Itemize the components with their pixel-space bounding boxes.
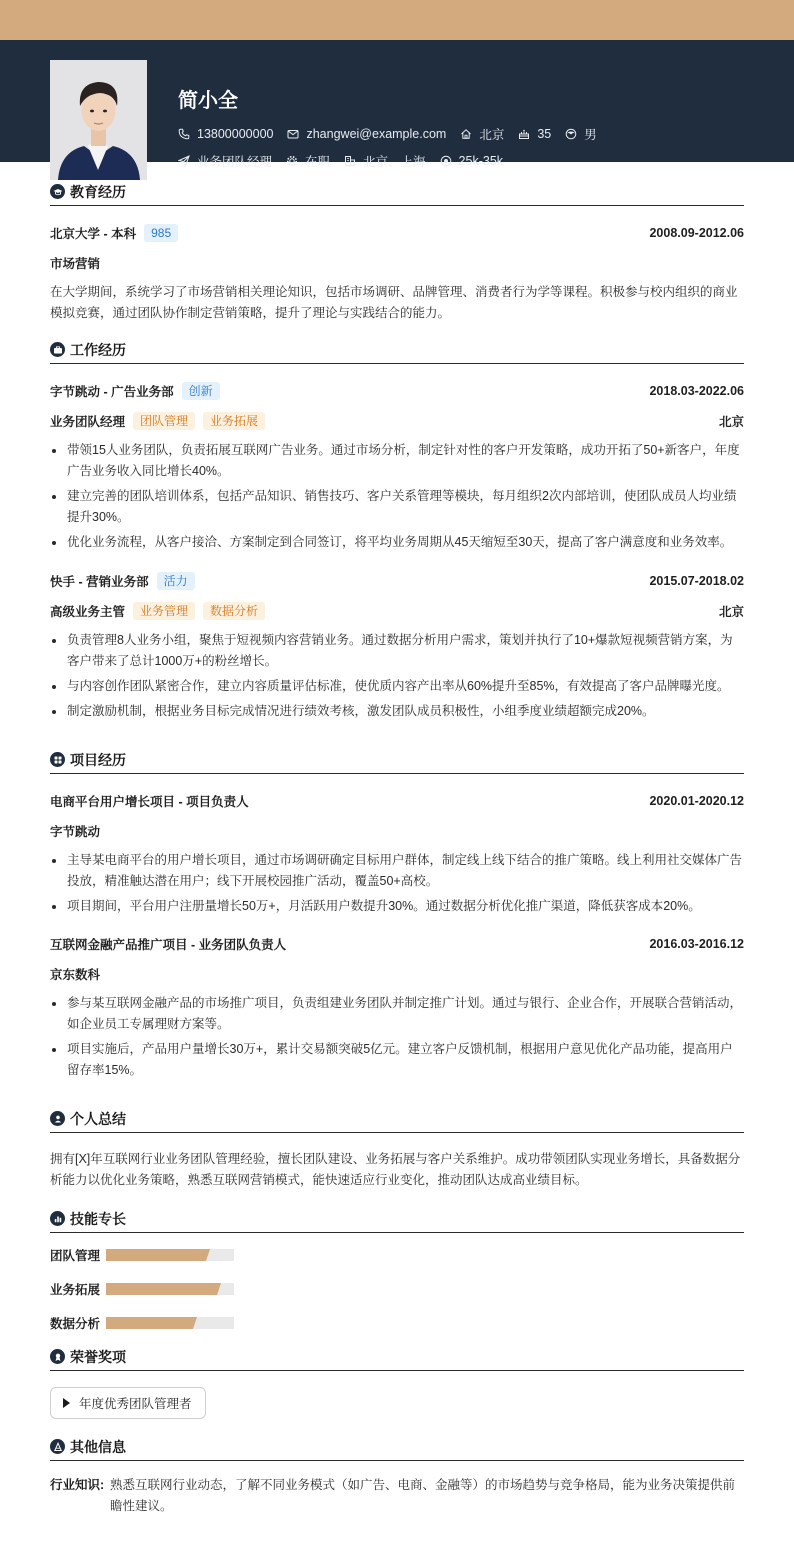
project-name: 互联网金融产品推广项目 - 业务团队负责人 bbox=[50, 938, 287, 952]
job-entry bbox=[50, 376, 744, 553]
job-role: 业务团队经理 bbox=[50, 415, 126, 429]
job-bullet: 建立完善的团队培训体系，包括产品知识、销售技巧、客户关系管理等模块，每月组织2次内部培训，使团队成员人均业绩提升30%。 bbox=[50, 486, 744, 528]
job-city: 北京 bbox=[718, 605, 744, 619]
skill-bar bbox=[106, 1317, 234, 1329]
salary-icon bbox=[440, 155, 452, 167]
job-bullet: 制定激励机制，根据业务目标完成情况进行绩效考核，激发团队成员积极性，小组季度业绩超额完成20%。 bbox=[50, 701, 744, 722]
project-org-row bbox=[50, 959, 744, 989]
hometown-text: 北京 bbox=[479, 128, 505, 142]
job-bullet: 优化业务流程，从客户接洽、方案制定到合同签订，将平均业务周期从45天缩短至30天，提高了客户满意度和业务效率。 bbox=[50, 532, 744, 553]
project-org-row bbox=[50, 816, 744, 846]
other-title bbox=[50, 1433, 744, 1461]
gender-icon bbox=[565, 128, 577, 140]
contact-row bbox=[178, 125, 611, 143]
job-role-row bbox=[50, 596, 744, 626]
skills-title-text: 技能专长 bbox=[70, 1210, 126, 1227]
candidate-name: 简小全 bbox=[178, 90, 238, 112]
send-icon bbox=[178, 155, 190, 167]
project-title bbox=[50, 746, 744, 774]
gender-text: 男 bbox=[584, 128, 597, 142]
job-company: 字节跳动 - 广告业务部 bbox=[50, 385, 174, 399]
project-name-row bbox=[50, 929, 744, 959]
cake-icon bbox=[518, 128, 530, 140]
status-text: 在职 bbox=[305, 155, 331, 169]
info-icon bbox=[50, 1439, 65, 1454]
target-job-info bbox=[178, 152, 272, 170]
job-bullet: 负责管理8人业务小组，聚焦于短视频内容营销业务。通过数据分析用户需求，策划并执行了10+爆款短视频营销方案，为客户带来了总计1000万+的粉丝增长。 bbox=[50, 630, 744, 672]
medal-icon bbox=[50, 1349, 65, 1364]
project-bullets bbox=[50, 850, 744, 917]
skill-bar bbox=[106, 1249, 234, 1261]
project-grid-icon bbox=[50, 752, 65, 767]
education-description: 在大学期间，系统学习了市场营销相关理论知识，包括市场调研、品牌管理、消费者行为学等课程。积极参与校内组织的商业模拟竞赛，通过团队协作制定营销策略，提升了理论与实践结合的能力。 bbox=[50, 285, 738, 320]
hometown-info bbox=[460, 125, 504, 143]
job-period: 2015.07-2018.02 bbox=[649, 574, 744, 588]
other-text: 熟悉互联网行业动态，了解不同业务模式（如广告、电商、金融等）的市场趋势与竞争格局，能为业务决策提供前瞻性建议。 bbox=[110, 1478, 736, 1513]
phone-info bbox=[178, 127, 273, 141]
project-org: 字节跳动 bbox=[50, 825, 101, 839]
job-company-row bbox=[50, 376, 744, 406]
skill-bar-fill bbox=[106, 1249, 206, 1261]
age-text: 35 bbox=[537, 127, 552, 141]
job-company: 快手 - 营销业务部 bbox=[50, 575, 149, 589]
project-name: 电商平台用户增长项目 - 项目负责人 bbox=[50, 795, 249, 809]
job-company-tag: 创新 bbox=[182, 382, 220, 400]
graduation-cap-icon bbox=[50, 184, 65, 199]
project-org: 京东数科 bbox=[50, 968, 101, 982]
age-info bbox=[518, 127, 551, 141]
skills-section bbox=[50, 1205, 744, 1347]
summary-title bbox=[50, 1105, 744, 1133]
project-period: 2016.03-2016.12 bbox=[649, 937, 744, 951]
skills-title bbox=[50, 1205, 744, 1233]
project-period: 2020.01-2020.12 bbox=[649, 794, 744, 808]
job-role: 高级业务主管 bbox=[50, 605, 126, 619]
job-intent-row bbox=[178, 152, 517, 170]
user-icon bbox=[50, 1111, 65, 1126]
salary-text: 25k-35k bbox=[458, 154, 504, 168]
school-name: 北京大学 - 本科 bbox=[50, 227, 137, 241]
job-role-tag: 业务拓展 bbox=[203, 412, 265, 430]
education-section bbox=[50, 178, 744, 324]
job-bullet: 与内容创作团队紧密合作，建立内容质量评估标准，使优质内容产出率从60%提升至85%，有效提高了客户品牌曝光度。 bbox=[50, 676, 744, 697]
award-text: 年度优秀团队管理者 bbox=[79, 1397, 192, 1411]
status-gear-icon bbox=[286, 155, 298, 167]
resume-content bbox=[50, 178, 744, 1517]
target-city-info bbox=[344, 152, 426, 170]
skill-bar bbox=[106, 1283, 234, 1295]
skill-name: 业务拓展 bbox=[50, 1283, 101, 1297]
status-info bbox=[286, 152, 330, 170]
job-entry bbox=[50, 566, 744, 722]
skill-item bbox=[50, 1245, 403, 1265]
job-company-row bbox=[50, 566, 744, 596]
project-section bbox=[50, 746, 744, 1081]
education-title bbox=[50, 178, 744, 206]
target-city-text: 北京、上海 bbox=[363, 155, 426, 169]
education-school-row bbox=[50, 218, 744, 248]
home-icon bbox=[460, 128, 472, 140]
school-tag: 985 bbox=[144, 224, 178, 242]
job-role-tag: 团队管理 bbox=[133, 412, 195, 430]
project-entry bbox=[50, 929, 744, 1081]
email-info bbox=[287, 127, 446, 141]
work-title-text: 工作经历 bbox=[70, 341, 126, 358]
awards-section bbox=[50, 1343, 744, 1419]
project-bullet: 主导某电商平台的用户增长项目，通过市场调研确定目标用户群体，制定线上线下结合的推广策略。线上利用社交媒体广告投放，精准触达潜在用户；线下开展校园推广活动，覆盖50+高校。 bbox=[50, 850, 744, 892]
project-bullet: 项目实施后，产品用户量增长30万+，累计交易额突破5亿元。建立客户反馈机制，根据用户意见优化产品功能，提高用户留存率15%。 bbox=[50, 1039, 744, 1081]
briefcase-icon bbox=[50, 342, 65, 357]
skill-bar-fill bbox=[106, 1283, 217, 1295]
other-title-text: 其他信息 bbox=[70, 1438, 126, 1455]
award-item[interactable] bbox=[50, 1387, 206, 1419]
resume-header bbox=[0, 40, 794, 169]
job-role-row bbox=[50, 406, 744, 436]
job-role-tag: 业务管理 bbox=[133, 602, 195, 620]
chart-icon bbox=[50, 1211, 65, 1226]
job-role-tag: 数据分析 bbox=[203, 602, 265, 620]
top-accent-bar bbox=[0, 0, 794, 40]
education-major-row bbox=[50, 248, 744, 278]
project-bullet: 参与某互联网金融产品的市场推广项目，负责组建业务团队并制定推广计划。通过与银行、企业合作，开展联合营销活动，如企业员工专属理财方案等。 bbox=[50, 993, 744, 1035]
email-text: zhangwei@example.com bbox=[306, 127, 447, 141]
project-title-text: 项目经历 bbox=[70, 751, 126, 768]
building-icon bbox=[344, 155, 356, 167]
job-bullets bbox=[50, 440, 744, 553]
summary-text: 拥有[X]年互联网行业业务团队管理经验，擅长团队建设、业务拓展与客户关系维护。成功带领团队实现业务增长，具备数据分析能力以优化业务策略，熟悉互联网营销模式，能快速适应行业变化，推动团队达成高业绩目标。 bbox=[50, 1152, 741, 1187]
skill-name: 团队管理 bbox=[50, 1249, 101, 1263]
summary-title-text: 个人总结 bbox=[70, 1110, 126, 1127]
project-name-row bbox=[50, 786, 744, 816]
major-name: 市场营销 bbox=[50, 257, 101, 271]
portrait-image bbox=[50, 60, 147, 180]
salary-info bbox=[440, 154, 503, 168]
job-company-tag: 活力 bbox=[157, 572, 195, 590]
awards-title bbox=[50, 1343, 744, 1371]
job-period: 2018.03-2022.06 bbox=[649, 384, 744, 398]
project-bullets bbox=[50, 993, 744, 1081]
profile-photo bbox=[50, 60, 147, 180]
job-city: 北京 bbox=[718, 415, 744, 429]
job-bullet: 带领15人业务团队，负责拓展互联网广告业务。通过市场分析，制定针对性的客户开发策略，成功开拓了50+新客户，年度广告业务收入同比增长40%。 bbox=[50, 440, 744, 482]
education-title-text: 教育经历 bbox=[70, 183, 126, 200]
caret-right-icon bbox=[63, 1398, 70, 1408]
target-job-text: 业务团队经理 bbox=[197, 155, 273, 169]
other-info-row bbox=[50, 1461, 744, 1517]
phone-text: 13800000000 bbox=[197, 127, 274, 141]
skill-name: 数据分析 bbox=[50, 1317, 101, 1331]
awards-title-text: 荣誉奖项 bbox=[70, 1348, 126, 1365]
other-label: 行业知识: bbox=[50, 1478, 105, 1492]
project-entry bbox=[50, 786, 744, 917]
skill-item bbox=[50, 1279, 403, 1299]
other-section bbox=[50, 1433, 744, 1517]
mail-icon bbox=[287, 128, 299, 140]
education-period: 2008.09-2012.06 bbox=[649, 226, 744, 240]
summary-section bbox=[50, 1105, 744, 1191]
work-section bbox=[50, 336, 744, 722]
phone-icon bbox=[178, 128, 190, 140]
skill-bar-fill bbox=[106, 1317, 193, 1329]
skills-list bbox=[50, 1233, 744, 1347]
gender-info bbox=[565, 125, 597, 143]
job-bullets bbox=[50, 630, 744, 722]
project-bullet: 项目期间，平台用户注册量增长50万+，月活跃用户数提升30%。通过数据分析优化推广渠道，降低获客成本20%。 bbox=[50, 896, 744, 917]
skill-item bbox=[50, 1313, 403, 1333]
work-title bbox=[50, 336, 744, 364]
